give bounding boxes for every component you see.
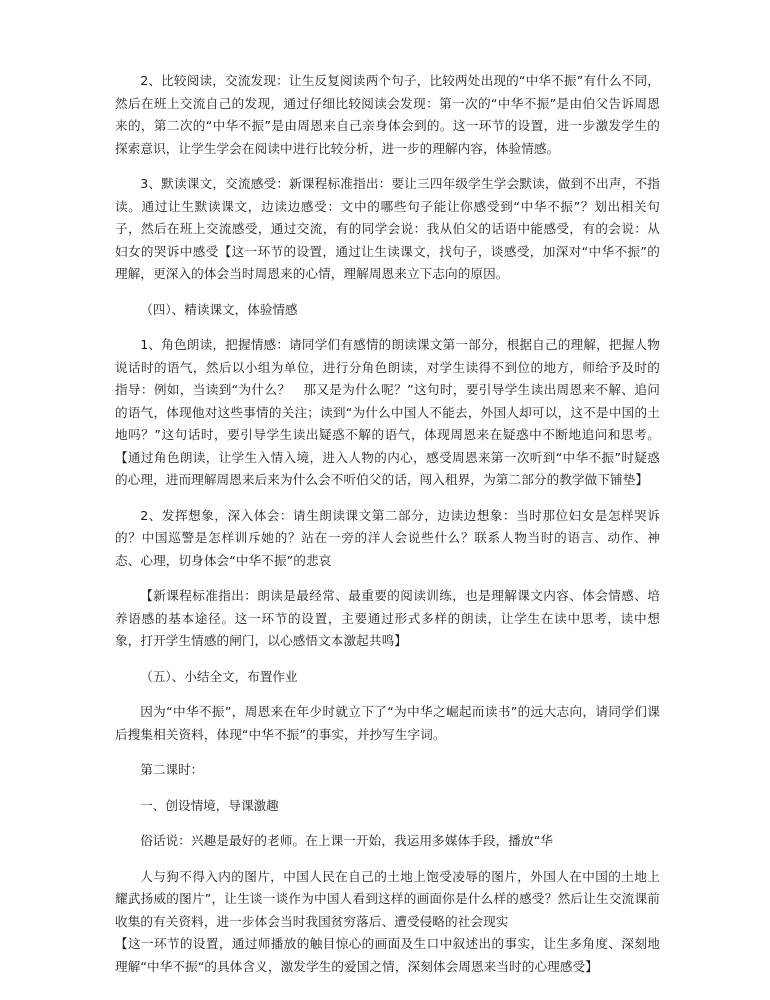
lesson-two-title: 第二课时： — [140, 762, 204, 777]
document-page — [115, 70, 660, 991]
paragraph-homework: 因为“中华不振”，周恩来在年少时就立下了“为中华之崛起而读书”的远大志向，请同学们课后搜集相关资料，体现“中华不振”的事实，并抄写生字词。 — [115, 704, 660, 742]
paragraph-interest: 俗话说：兴趣是最好的老师。在上课一开始，我运用多媒体手段，播放“华 — [140, 833, 554, 848]
paragraph-media-note: 【这一环节的设置，通过师播放的触目惊心的画面及生口中叙述出的事实，让生多角度、深刻地理解“中华不振“的具体含义，激发学生的爱国之情，深刻体会周恩来当时的心理感受】 — [115, 936, 660, 974]
paragraph-silent-reading: 3、默读课文，交流感受：新课程标准指出：要让三四年级学生学会默读，做到不出声，不指读。通过让生默读课文，边读边感受：文中的哪些句子能让你感受到“中华不振”？划出相关句子，然后在班上交流感受，通过交流，有的同学会说：我从伯父的话语中能感受，有的会说：从妇女的哭诉中感受【这一环节的设置，通过让生读课文，找句子，谈感受，加深对“中华不振”的理解，更深入的体会当时周恩来的心情，理解周恩来立下志向的原因。 — [115, 176, 660, 281]
paragraph-role-reading: 1、角色朗读，把握情感：请同学们有感情的朗读课文第一部分，根据自己的理解，把握人物说话时的语气，然后以小组为单位，进行分角色朗读，对学生读得不到位的地方，师给予及时的指导：例如，当读到“为什么？ 那又是为什么呢？”这句时，要引导学生读出周恩来不解、追问的语气，体现他对这些事情的关注；读到“为什么中国人不能去，外国人却可以，这不是中国的土地吗？”这句话时，要引导学生读出疑惑不解的语气，体现周恩来在疑惑中不断地追问和思考。【通过角色朗读，让学生入情入境，进入人物的内心，感受周恩来第一次听到“中华不振”时疑惑的心理，进而理解周恩来后来为什么会不听伯父的话，闯入租界，为第二部分的教学做下铺垫】 — [115, 337, 660, 487]
section-heading-intro: 一、创设情境，导课激趣 — [140, 797, 279, 813]
section-heading-4: （四）、精读课文，体验情感 — [140, 301, 298, 317]
paragraph-media: 人与狗不得入内的图片，中国人民在自己的土地上饱受凌辱的图片，外国人在中国的土地上耀武扬威的图片”，让生谈一谈作为中国人看到这样的画面你是什么样的感受？然后让生交流课前收集的有关资料，进一步体会当时我国贫穷落后、遭受侵略的社会现实 — [115, 868, 660, 929]
section-heading-5: （五）、小结全文，布置作业 — [140, 668, 298, 684]
paragraph-imagination: 2、发挥想象，深入体会：请生朗读课文第二部分，边读边想象：当时那位妇女是怎样哭诉的？中国巡警是怎样训斥她的？站在一旁的洋人会说些什么？联系人物当时的语言、动作、神态、心理，切身体会“中华不振”的悲哀 — [115, 507, 660, 568]
paragraph-curriculum-note: 【新课程标准指出：朗读是最经常、最重要的阅读训练，也是理解课文内容、体会情感、培养语感的基本途径。这一环节的设置，主要通过形式多样的朗读，让学生在读中思考，读中想象，打开学生情感的闸门，以心感悟文本激起共鸣】 — [115, 588, 660, 648]
paragraph-comparative-reading: 2、比较阅读，交流发现：让生反复阅读两个句子，比较两处出现的“中华不振”有什么不同，然后在班上交流自己的发现，通过仔细比较阅读会发现：第一次的“中华不振”是由伯父告诉周恩来的，第二次的“中华不振”是由周恩来自己亲身体会到的。这一环节的设置，进一步激发学生的探索意识，让学生学会在阅读中进行比较分析，进一步的理解内容，体验情感。 — [115, 73, 660, 156]
